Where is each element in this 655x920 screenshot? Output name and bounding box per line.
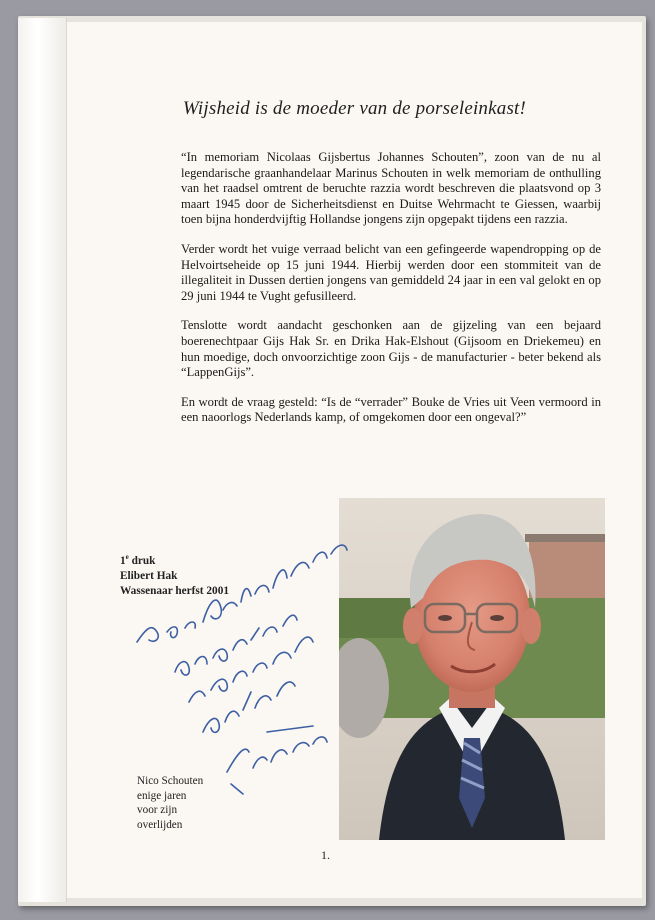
portrait-photo [339,498,605,840]
handwritten-signature [127,532,357,802]
blurb-paragraph-3: Tenslotte wordt aandacht geschonken aan de gijzeling van een bejaard boerenechtpaar Gijs Hak Sr. en Drika Hak-Elshout (Gijsoom en Driekemeu) en hun moedige, doch onvoorzichtige zoon Gijs - de manufacturier - beter bekend als “LappenGijs”. [181,318,601,380]
blurb-paragraph-2: Verder wordt het vuige verraad belicht van een gefingeerde wapendropping op de Helvoirtseheide op 15 juni 1944. Hierbij werden door een stommiteit van de illegaliteit in Dussen dertien jongens van gemiddeld 24 jaar in een val gelokt en op 29 juni 1944 te Vught gefusilleerd. [181,241,601,303]
caption-line-2: enige jaren [137,789,187,802]
handwritten-inscription [127,532,357,802]
place-season: Wassenaar herfst 2001 [120,584,229,597]
edition-number: 1 [120,554,126,567]
book-binding-strip [18,18,67,902]
page-number: 1. [321,848,330,862]
blurb-text [181,150,601,440]
caption-line-1: Nico Schouten [137,775,204,787]
edition-word: druk [128,554,156,567]
portrait-illustration [339,498,605,840]
caption-line-4: overlijden [137,818,183,831]
book-title: Wijsheid is de moeder van de porseleinkast! [182,98,527,119]
edition-suffix: e [125,553,129,561]
author-name: Elibert Hak [120,569,178,582]
blurb-paragraph-4: En wordt de vraag gesteld: “Is de “verrader” Bouke de Vries uit Veen vermoord in een naoorlogs Nederlands kamp, of omgekomen door een ongeval?” [181,394,601,425]
book-cover-page [66,22,642,898]
blurb-paragraph-1: “In memoriam Nicolaas Gijsbertus Johannes Schouten”, zoon van de nu al legendarische graanhandelaar Marinus Schouten in welk memoriam de onthulling van het raadsel omtrent de beruchte razzia wordt beschreven die plaatsvond op 3 maart 1945 door de Sicherheitsdienst en Duitse Wehrmacht te Giessen, waarbij toen bijna honderdvijftig Hollandse jongens zijn opgepakt tijdens een razzia. [181,150,601,227]
caption-line-3: voor zijn [137,804,178,816]
